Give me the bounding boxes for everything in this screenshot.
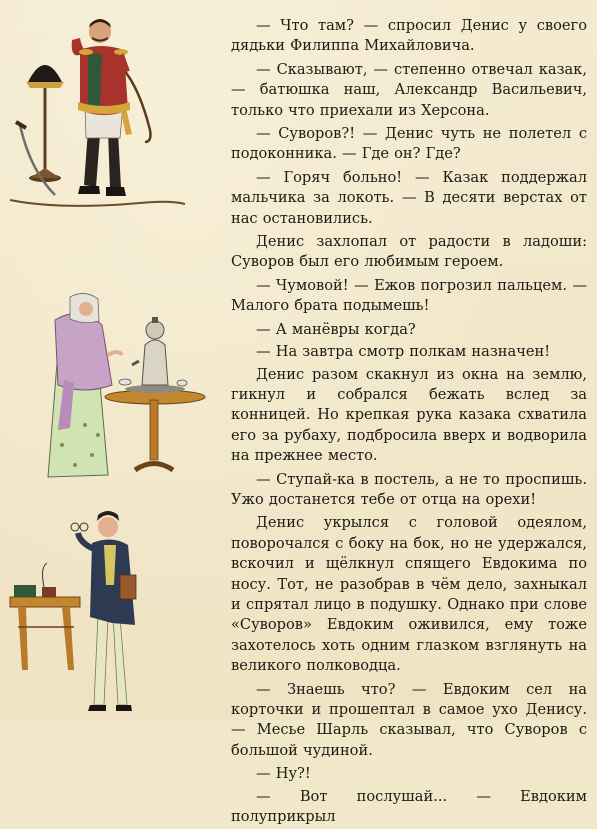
paragraph: — Что там? — спросил Денис у своего дядьки Филиппа Михайловича.: [231, 17, 587, 55]
cossack-soldier-illustration: [0, 10, 215, 215]
paragraph: — А манёвры когда?: [256, 320, 416, 338]
woman-samovar-illustration: [0, 285, 215, 490]
paragraph: Денис захлопал от радости в ладоши: Суворов был его любимым героем.: [231, 233, 587, 271]
paragraph: — Ну?!: [256, 765, 311, 783]
paragraph: — Сказывают, — степенно отвечал казак, — батюшка наш, Александр Васильевич, только что приехали из Херсона.: [231, 60, 587, 119]
gentleman-lorgnette-illustration: [0, 505, 215, 720]
paragraph: — Знаешь что? — Евдоким сел на корточки и прошептал в самое ухо Денису. — Месье Шарль сказывал, что Суворов с большой чудиной.: [231, 680, 587, 759]
paragraph: — Ступай-ка в постель, а не то проспишь. Ужо достанется тебе от отца на орехи!: [231, 470, 587, 508]
paragraph: — Суворов?! — Денис чуть не полетел с подоконника. — Где он? Где?: [231, 125, 587, 163]
paragraph: Денис укрылся с головой одеялом, поворочался с боку на бок, но не удержался, вскочил и щёлкнул спящего Евдокима по носу. Тот, не разобрав в чём дело, захныкал и спрятал лицо в подушку. Однако при слове «Суворов» Евдоким оживился, ему тоже захотелось хоть одним глазком взглянуть на великого полководца.: [231, 514, 587, 675]
paragraph: Денис разом скакнул из окна на землю, гикнул и собрался бежать вслед за конницей. Но крепкая рука казака схватила его за рубаху, подбросила вверх и водворила на прежнее место.: [231, 365, 587, 465]
story-text-column: [231, 16, 587, 829]
paragraph: — Чумовой! — Ежов погрозил пальцем. — Малого брата подымешь!: [231, 276, 587, 315]
paragraph: — Горяч больно! — Казак поддержал мальчика за локоть. — В десяти верстах от нас остановились.: [231, 168, 587, 227]
paragraph: — На завтра смотр полкам назначен!: [256, 343, 551, 361]
paragraph: — Вот послушай... — Евдоким полуприкрыл: [231, 787, 587, 826]
